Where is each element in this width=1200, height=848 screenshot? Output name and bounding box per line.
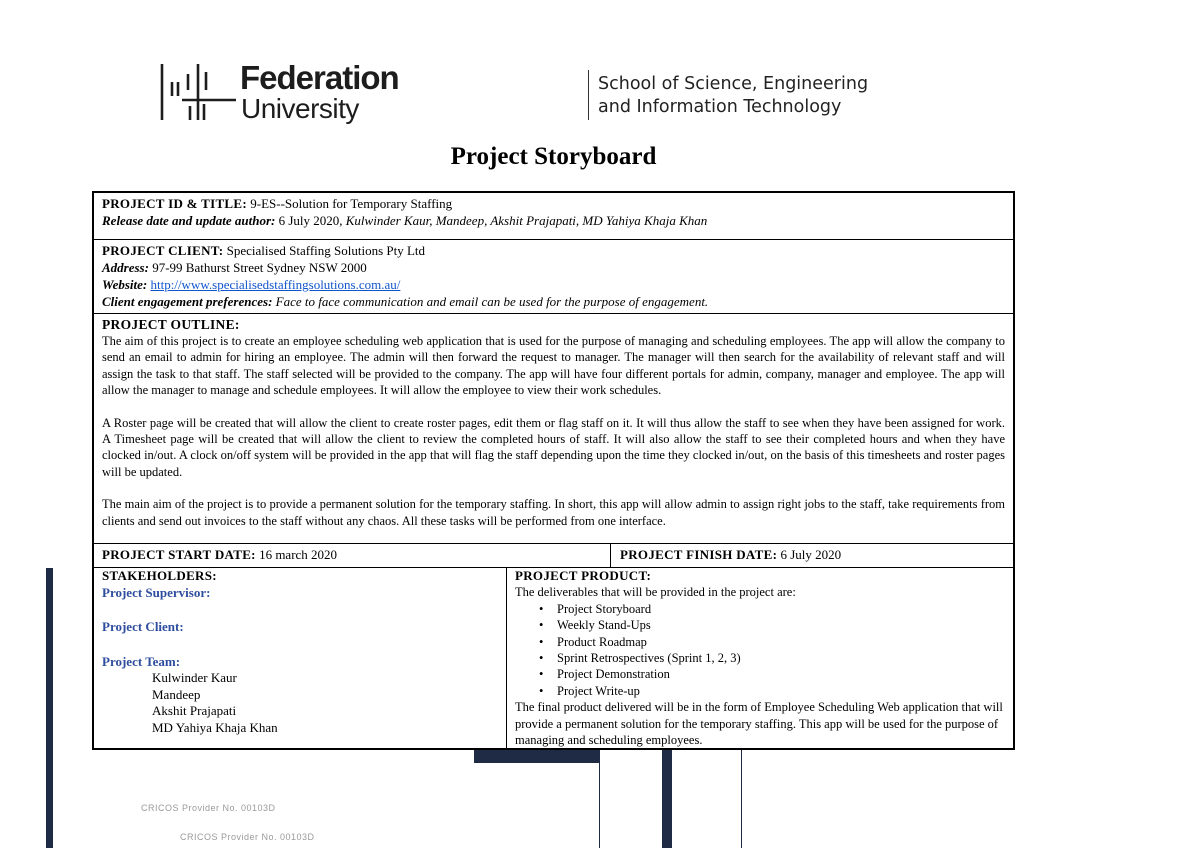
project-outline-row bbox=[94, 314, 1013, 544]
engagement-label: Client engagement preferences: bbox=[102, 294, 273, 309]
team-member: Mandeep bbox=[152, 686, 201, 702]
finish-date-label: PROJECT FINISH DATE: bbox=[620, 547, 778, 562]
deliverable-item: • Project Storyboard bbox=[557, 601, 1010, 617]
release-label: Release date and update author: bbox=[102, 213, 276, 228]
deliverables-list bbox=[515, 601, 1010, 699]
footer-bar-left bbox=[46, 568, 53, 848]
product-cell bbox=[515, 568, 1010, 748]
outline-label: PROJECT OUTLINE: bbox=[102, 317, 240, 332]
finish-date-value: 6 July 2020 bbox=[780, 547, 842, 562]
client-address: 97-99 Bathurst Street Sydney NSW 2000 bbox=[152, 260, 367, 275]
product-summary: The final product delivered will be in the form of Employee Scheduling Web application that will provide a permanent solution for the temporary staffing. This app will be used for the purpose of managing and scheduling employees. bbox=[515, 700, 1003, 748]
outline-paragraph-1: The aim of this project is to create an employee scheduling web application that is used for the purpose of managing and scheduling employees. The app will allow the company to send an email to admin for hiring an employee. The admin will then forward the request to manager. The manager will then search for the availability of relevant staff and will assign the task to that staff. The staff selected will be provided to the company. The app will have four different portals for admin, company, manager and employee. The app will allow the manager to manage and schedule employees. It will allow the employee to view their work schedules. bbox=[102, 334, 1005, 398]
footer-bar-thick bbox=[662, 750, 672, 848]
deliverable-item: • Project Demonstration bbox=[557, 666, 1010, 682]
header-divider bbox=[588, 70, 589, 120]
deliverable-item: • Project Write-up bbox=[557, 683, 1010, 699]
cricos-provider-text: CRICOS Provider No. 00103D bbox=[141, 803, 276, 813]
website-label: Website: bbox=[102, 277, 148, 292]
project-id-label: PROJECT ID & TITLE: bbox=[102, 196, 247, 211]
start-date-label: PROJECT START DATE: bbox=[102, 547, 256, 562]
dates-divider bbox=[610, 544, 611, 567]
outline-paragraph-2: A Roster page will be created that will allow the client to create roster pages, edit them or flag staff on it. It will thus allow the staff to see when they have been assigned for work. A Timesheet page will be created that will allow the client to review the completed hours of staff. It will also allow the staff to see their completed hours and when they have clocked in/out. A clock on/off system will be provided in the app that will flag the staff depending upon the time they clocked in/out, on the basis of this timesheets and roster pages will be updated. bbox=[102, 415, 1005, 479]
cricos-provider-text: CRICOS Provider No. 00103D bbox=[180, 832, 315, 842]
university-name-line1: Federation bbox=[240, 59, 399, 96]
deliverable-item: • Weekly Stand-Ups bbox=[557, 617, 1010, 633]
engagement-text: Face to face communication and email can be used for the purpose of engagement. bbox=[275, 294, 709, 309]
storyboard-table bbox=[92, 191, 1015, 750]
product-label: PROJECT PRODUCT: bbox=[515, 568, 652, 583]
client-name: Specialised Staffing Solutions Pty Ltd bbox=[226, 243, 426, 258]
release-date: 6 July 2020, bbox=[278, 213, 343, 228]
team-member: Kulwinder Kaur bbox=[152, 670, 237, 685]
deliverable-item: • Product Roadmap bbox=[557, 634, 1010, 650]
team-member: Akshit Prajapati bbox=[152, 703, 237, 718]
address-label: Address: bbox=[102, 260, 149, 275]
release-authors: Kulwinder Kaur, Mandeep, Akshit Prajapati, MD Yahiya Khaja Khan bbox=[345, 213, 708, 228]
stakeholders-label: STAKEHOLDERS: bbox=[102, 568, 217, 583]
supervisor-label: Project Supervisor: bbox=[102, 584, 211, 600]
outline-paragraph-3: The main aim of the project is to provide a permanent solution for the temporary staffing. In short, this app will allow admin to assign right jobs to the staff, take requirements from clients and send out invoices to the staff without any chaos. All these tasks will be performed from one interface. bbox=[102, 497, 1005, 528]
start-date-value: 16 march 2020 bbox=[259, 547, 338, 562]
product-intro: The deliverables that will be provided in the project are: bbox=[515, 585, 796, 600]
federation-logo-icon bbox=[160, 60, 236, 126]
team-label: Project Team: bbox=[102, 653, 181, 669]
school-name-line1: School of Science, Engineering bbox=[598, 74, 869, 94]
client-role-label: Project Client: bbox=[102, 619, 184, 634]
deliverable-item: • Sprint Retrospectives (Sprint 1, 2, 3) bbox=[557, 650, 1010, 666]
stakeholders-product-row bbox=[94, 568, 1013, 750]
project-id-row bbox=[94, 193, 1013, 240]
finish-date-cell bbox=[620, 544, 841, 566]
footer-line bbox=[599, 750, 600, 848]
project-client-row bbox=[94, 240, 1013, 314]
stakeholders-cell bbox=[102, 568, 502, 736]
project-dates-row bbox=[94, 544, 1013, 568]
footer-bar-mid bbox=[474, 750, 599, 763]
footer-line bbox=[741, 750, 742, 848]
project-id-value: 9-ES--Solution for Temporary Staffing bbox=[250, 196, 453, 211]
client-label: PROJECT CLIENT: bbox=[102, 243, 224, 258]
team-member: MD Yahiya Khaja Khan bbox=[152, 719, 278, 735]
client-website-link[interactable]: http://www.specialisedstaffingsolutions.com.au/ bbox=[150, 277, 401, 292]
bottom-divider bbox=[506, 568, 507, 750]
start-date-cell bbox=[102, 544, 337, 566]
school-name-line2: and Information Technology bbox=[598, 97, 842, 117]
document-title: Project Storyboard bbox=[450, 143, 657, 170]
university-name-line2: University bbox=[241, 93, 359, 124]
